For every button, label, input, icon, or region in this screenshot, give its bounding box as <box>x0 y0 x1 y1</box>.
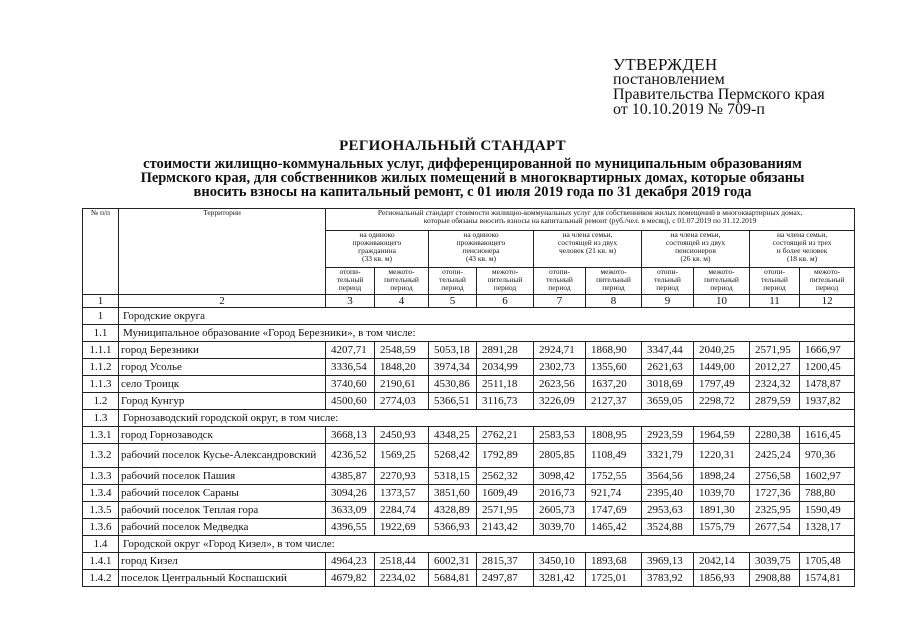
cost-value: 2621,63 <box>642 359 694 376</box>
cost-value: 4207,71 <box>326 342 375 359</box>
cost-value: 4964,23 <box>326 553 375 570</box>
cost-value: 3633,09 <box>326 502 375 519</box>
cost-value: 2511,18 <box>477 376 534 393</box>
subtitle-line-1: стоимости жилищно-коммунальных услуг, дифференцированной по муниципальным образованиям <box>143 156 802 172</box>
row-code: 1.1 <box>83 325 119 342</box>
approval-line-1: постановлением <box>613 71 725 88</box>
cost-value: 1666,97 <box>800 342 855 359</box>
cost-value: 1891,30 <box>694 502 750 519</box>
table-row <box>83 519 855 536</box>
cost-value: 2012,27 <box>750 359 800 376</box>
cost-value: 1465,42 <box>586 519 642 536</box>
cost-value: 2270,93 <box>375 468 429 485</box>
column-number: 7 <box>534 295 586 308</box>
cost-value: 1797,49 <box>694 376 750 393</box>
cost-value: 2302,73 <box>534 359 586 376</box>
cost-value: 4348,25 <box>429 427 477 444</box>
cost-value: 3659,05 <box>642 393 694 410</box>
cost-value: 1220,31 <box>694 444 750 468</box>
approval-line-2: Правительства Пермского края <box>613 86 825 103</box>
territory-name: рабочий поселок Кусье-Александровский <box>119 444 326 468</box>
interheating-period-header: межото- пительный период <box>694 268 750 295</box>
cost-value: 4236,52 <box>326 444 375 468</box>
cost-value: 1355,60 <box>586 359 642 376</box>
cost-value: 1856,93 <box>694 570 750 587</box>
row-code: 1.3 <box>83 410 119 427</box>
section-title: Муниципальное образование «Город Березники», в том числе: <box>119 325 855 342</box>
cost-value: 3321,79 <box>642 444 694 468</box>
row-code: 1.1.1 <box>83 342 119 359</box>
cost-value: 2042,14 <box>694 553 750 570</box>
cost-value: 1705,48 <box>800 553 855 570</box>
cost-value: 1922,69 <box>375 519 429 536</box>
cost-value: 2605,73 <box>534 502 586 519</box>
cost-value: 1575,79 <box>694 519 750 536</box>
cost-value: 6002,31 <box>429 553 477 570</box>
column-number: 5 <box>429 295 477 308</box>
section-title: Городской округ «Город Кизел», в том числе: <box>119 536 855 553</box>
cost-value: 2324,32 <box>750 376 800 393</box>
cost-value: 2815,37 <box>477 553 534 570</box>
heating-period-header: отопи- тельный период <box>534 268 586 295</box>
document-title: РЕГИОНАЛЬНЫЙ СТАНДАРТ <box>339 138 566 154</box>
table-row <box>83 308 855 325</box>
table-row <box>83 359 855 376</box>
table-row <box>83 410 855 427</box>
cost-value: 1964,59 <box>694 427 750 444</box>
cost-value: 1848,20 <box>375 359 429 376</box>
cost-value: 2677,54 <box>750 519 800 536</box>
row-code: 1 <box>83 308 119 325</box>
row-code: 1.1.3 <box>83 376 119 393</box>
column-number: 1 <box>83 295 119 308</box>
territory-name: рабочий поселок Теплая гора <box>119 502 326 519</box>
cost-value: 2518,44 <box>375 553 429 570</box>
table-row <box>83 468 855 485</box>
cost-value: 2325,95 <box>750 502 800 519</box>
cost-value: 1937,82 <box>800 393 855 410</box>
cost-value: 2298,72 <box>694 393 750 410</box>
territory-name: Город Кунгур <box>119 393 326 410</box>
approval-block <box>613 57 825 117</box>
cost-value: 5318,15 <box>429 468 477 485</box>
cost-value: 3116,73 <box>477 393 534 410</box>
cost-value: 3039,75 <box>750 553 800 570</box>
cost-value: 1898,24 <box>694 468 750 485</box>
cost-value: 4530,86 <box>429 376 477 393</box>
cost-value: 3347,44 <box>642 342 694 359</box>
row-code: 1.3.4 <box>83 485 119 502</box>
cost-value: 1747,69 <box>586 502 642 519</box>
cost-value: 5366,51 <box>429 393 477 410</box>
cost-value: 3524,88 <box>642 519 694 536</box>
row-code: 1.4.1 <box>83 553 119 570</box>
cost-value: 2879,59 <box>750 393 800 410</box>
group-header: на члена семьи, состоящей из двух человек (21 кв. м) <box>534 231 642 268</box>
territory-name: поселок Центральный Коспашский <box>119 570 326 587</box>
cost-value: 3336,54 <box>326 359 375 376</box>
territory-name: село Троицк <box>119 376 326 393</box>
column-number: 11 <box>750 295 800 308</box>
cost-value: 3851,60 <box>429 485 477 502</box>
cost-value: 2571,95 <box>750 342 800 359</box>
cost-value: 1868,90 <box>586 342 642 359</box>
cost-value: 2425,24 <box>750 444 800 468</box>
cost-value: 2923,59 <box>642 427 694 444</box>
row-code: 1.3.3 <box>83 468 119 485</box>
cost-value: 2908,88 <box>750 570 800 587</box>
cost-value: 1449,00 <box>694 359 750 376</box>
table-row <box>83 485 855 502</box>
cost-value: 2127,37 <box>586 393 642 410</box>
group-header: на члена семьи, состоящей из трех и более человек (18 кв. м) <box>750 231 855 268</box>
cost-value: 2756,58 <box>750 468 800 485</box>
cost-value: 1637,20 <box>586 376 642 393</box>
section-title: Городские округа <box>119 308 855 325</box>
territory-name: город Горнозаводск <box>119 427 326 444</box>
column-number: 12 <box>800 295 855 308</box>
table-row <box>83 444 855 468</box>
cost-value: 1569,25 <box>375 444 429 468</box>
cost-value: 2548,59 <box>375 342 429 359</box>
table-row <box>83 427 855 444</box>
approval-line-3: от 10.10.2019 № 709-п <box>613 101 765 118</box>
cost-value: 2623,56 <box>534 376 586 393</box>
column-number: 3 <box>326 295 375 308</box>
cost-value: 3018,69 <box>642 376 694 393</box>
heating-period-header: отопи- тельный период <box>642 268 694 295</box>
row-code: 1.3.5 <box>83 502 119 519</box>
subtitle-line-3: вносить взносы на капитальный ремонт, с 01 июля 2019 года по 31 декабря 2019 года <box>193 184 752 200</box>
column-number: 10 <box>694 295 750 308</box>
cost-value: 5684,81 <box>429 570 477 587</box>
territory-name: рабочий поселок Пашия <box>119 468 326 485</box>
heating-period-header: отопи- тельный период <box>429 268 477 295</box>
table-row <box>83 376 855 393</box>
cost-value: 2762,21 <box>477 427 534 444</box>
cost-value: 1727,36 <box>750 485 800 502</box>
cost-value: 3969,13 <box>642 553 694 570</box>
cost-value: 3974,34 <box>429 359 477 376</box>
cost-value: 2774,03 <box>375 393 429 410</box>
cost-value: 3094,26 <box>326 485 375 502</box>
interheating-period-header: межото- пительный период <box>586 268 642 295</box>
interheating-period-header: межото- пительный период <box>800 268 855 295</box>
table-row <box>83 570 855 587</box>
cost-value: 4396,55 <box>326 519 375 536</box>
cost-value: 4328,89 <box>429 502 477 519</box>
cost-value: 2284,74 <box>375 502 429 519</box>
cost-value: 2040,25 <box>694 342 750 359</box>
cost-value: 1590,49 <box>800 502 855 519</box>
cost-value: 2016,73 <box>534 485 586 502</box>
territory-name: город Усолье <box>119 359 326 376</box>
cost-value: 4679,82 <box>326 570 375 587</box>
cost-value: 2953,63 <box>642 502 694 519</box>
table-row <box>83 342 855 359</box>
standard-table <box>82 208 855 587</box>
table-row <box>83 502 855 519</box>
cost-value: 3039,70 <box>534 519 586 536</box>
table-row <box>83 553 855 570</box>
cost-value: 1792,89 <box>477 444 534 468</box>
cost-value: 5268,42 <box>429 444 477 468</box>
cost-value: 1893,68 <box>586 553 642 570</box>
cost-value: 2395,40 <box>642 485 694 502</box>
cost-value: 921,74 <box>586 485 642 502</box>
approval-heading: УТВЕРЖДЕН <box>613 55 718 74</box>
cost-value: 1602,97 <box>800 468 855 485</box>
row-code: 1.4.2 <box>83 570 119 587</box>
cost-value: 1725,01 <box>586 570 642 587</box>
row-code: 1.2 <box>83 393 119 410</box>
territory-name: рабочий поселок Сараны <box>119 485 326 502</box>
row-code: 1.4 <box>83 536 119 553</box>
territory-name: город Кизел <box>119 553 326 570</box>
heating-period-header: отопи- тельный период <box>326 268 375 295</box>
territory-name: рабочий поселок Медведка <box>119 519 326 536</box>
cost-value: 2450,93 <box>375 427 429 444</box>
column-number: 4 <box>375 295 429 308</box>
row-code: 1.3.2 <box>83 444 119 468</box>
cost-value: 1808,95 <box>586 427 642 444</box>
cost-value: 3740,60 <box>326 376 375 393</box>
column-number: 6 <box>477 295 534 308</box>
cost-value: 2583,53 <box>534 427 586 444</box>
header-territory: Территории <box>119 209 326 295</box>
cost-value: 2562,32 <box>477 468 534 485</box>
cost-value: 2497,87 <box>477 570 534 587</box>
cost-value: 1478,87 <box>800 376 855 393</box>
header-standard-line-1: Региональный стандарт стоимости жилищно-коммунальных услуг для собственников жилых помещений в многоквартирных домах, <box>377 208 803 217</box>
group-header: на одиноко проживающего пенсионера (43 кв. м) <box>429 231 534 268</box>
heating-period-header: отопи- тельный период <box>750 268 800 295</box>
subtitle-line-2: Пермского края, для собственников жилых помещений в многоквартирных домах, которые обязаны <box>140 170 805 186</box>
cost-value: 970,36 <box>800 444 855 468</box>
header-number: № п/п <box>83 209 119 295</box>
cost-value: 1609,49 <box>477 485 534 502</box>
cost-value: 1200,45 <box>800 359 855 376</box>
cost-value: 2143,42 <box>477 519 534 536</box>
column-number: 9 <box>642 295 694 308</box>
row-code: 1.3.1 <box>83 427 119 444</box>
cost-value: 1108,49 <box>586 444 642 468</box>
cost-value: 4385,87 <box>326 468 375 485</box>
cost-value: 2891,28 <box>477 342 534 359</box>
cost-value: 3226,09 <box>534 393 586 410</box>
interheating-period-header: межото- пительный период <box>477 268 534 295</box>
cost-value: 2280,38 <box>750 427 800 444</box>
cost-value: 1039,70 <box>694 485 750 502</box>
column-number: 8 <box>586 295 642 308</box>
cost-value: 2034,99 <box>477 359 534 376</box>
header-standard <box>326 209 855 231</box>
cost-value: 2805,85 <box>534 444 586 468</box>
table-row <box>83 325 855 342</box>
cost-value: 2924,71 <box>534 342 586 359</box>
cost-value: 1373,57 <box>375 485 429 502</box>
row-code: 1.1.2 <box>83 359 119 376</box>
row-code: 1.3.6 <box>83 519 119 536</box>
cost-value: 3564,56 <box>642 468 694 485</box>
cost-value: 1328,17 <box>800 519 855 536</box>
cost-value: 3783,92 <box>642 570 694 587</box>
cost-value: 1752,55 <box>586 468 642 485</box>
cost-value: 3450,10 <box>534 553 586 570</box>
cost-value: 2571,95 <box>477 502 534 519</box>
cost-value: 5053,18 <box>429 342 477 359</box>
cost-value: 5366,93 <box>429 519 477 536</box>
cost-value: 1574,81 <box>800 570 855 587</box>
table-row <box>83 536 855 553</box>
header-standard-line-2: которые обязаны вносить взносы на капитальный ремонт (руб./чел. в месяц), с 01.07.2019 по 31.12.2019 <box>423 216 757 225</box>
cost-value: 3098,42 <box>534 468 586 485</box>
group-header: на члена семьи, состоящей из двух пенсионеров (26 кв. м) <box>642 231 750 268</box>
territory-name: город Березники <box>119 342 326 359</box>
cost-value: 4500,60 <box>326 393 375 410</box>
document-subtitle <box>100 157 845 199</box>
group-header: на одиноко проживающего гражданина (33 кв. м) <box>326 231 429 268</box>
cost-value: 2234,02 <box>375 570 429 587</box>
cost-value: 3281,42 <box>534 570 586 587</box>
cost-value: 788,80 <box>800 485 855 502</box>
column-number: 2 <box>119 295 326 308</box>
cost-value: 3668,13 <box>326 427 375 444</box>
table-row <box>83 393 855 410</box>
section-title: Горнозаводский городской округ, в том числе: <box>119 410 855 427</box>
cost-value: 2190,61 <box>375 376 429 393</box>
cost-value: 1616,45 <box>800 427 855 444</box>
interheating-period-header: межото- пительный период <box>375 268 429 295</box>
